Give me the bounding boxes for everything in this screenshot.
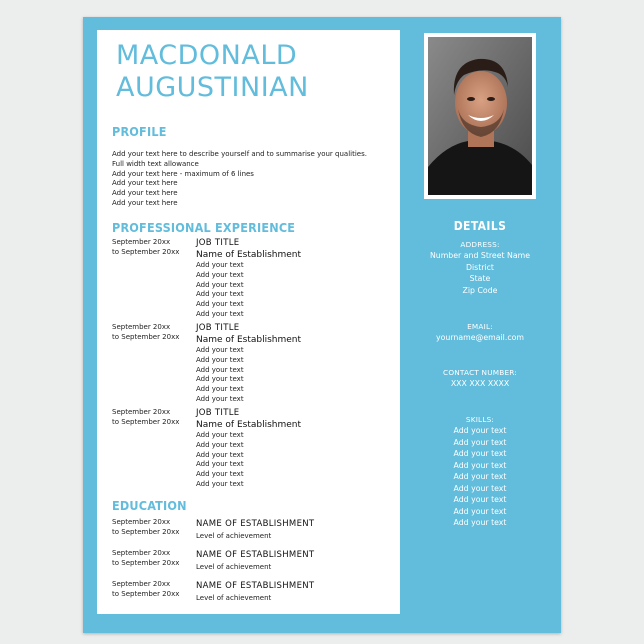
profile-photo [428,37,532,195]
email-block [420,321,540,344]
job-description [196,261,301,320]
education-details [196,580,314,604]
contact-label: CONTACT NUMBER: [443,368,517,377]
date-from: September 20xx [112,408,171,416]
education-details [196,518,314,542]
contact-block [420,367,540,390]
profile-heading: PROFILE [112,124,167,139]
profile-line: Add your text here - maximum of 6 lines [112,169,254,178]
profile-text [112,150,382,209]
establishment-name: NAME OF ESTABLISHMENT [196,519,315,529]
job-details [196,408,301,490]
profile-line: Full width text allowance [112,159,199,168]
date-to: to September 20xx [112,527,180,536]
address-line: Zip Code [462,285,498,295]
date-from: September 20xx [112,518,171,526]
job-description [196,346,301,405]
skill-item: Add your text [453,426,507,436]
date-from: September 20xx [112,238,171,246]
job-line: Add your text [196,261,244,269]
job-line: Add your text [196,270,244,279]
education-dates [112,549,179,569]
establishment-name: Name of Establishment [196,250,302,260]
job-dates [112,408,179,428]
job-title: JOB TITLE [196,323,240,333]
job-line: Add your text [196,355,244,364]
job-line: Add your text [196,280,244,289]
establishment-name: NAME OF ESTABLISHMENT [196,550,315,560]
address-line: State [469,274,491,284]
skill-item: Add your text [453,460,507,470]
address-label: ADDRESS: [460,240,500,249]
education-dates [112,518,179,538]
job-dates [112,323,179,343]
skill-item: Add your text [453,483,507,493]
date-to: to September 20xx [112,558,180,567]
skill-item: Add your text [453,495,507,505]
skill-item: Add your text [453,506,507,516]
last-name: AUGUSTINIAN [116,72,309,103]
achievement-level: Level of achievement [196,563,272,571]
profile-photo-frame [424,33,536,199]
portrait-image [428,37,532,195]
date-from: September 20xx [112,323,171,331]
establishment-name: Name of Establishment [196,335,302,345]
job-title: JOB TITLE [196,408,240,418]
job-line: Add your text [196,394,244,403]
date-from: September 20xx [112,580,171,588]
job-details [196,323,301,405]
contact-value: XXX XXX XXXX [450,379,510,389]
job-line: Add your text [196,431,244,439]
education-dates [112,580,179,600]
profile-line: Add your text here to describe yourself and to summarise your qualities. [112,150,367,158]
job-details [196,238,301,320]
profile-line: Add your text here [112,179,178,188]
achievement-level: Level of achievement [196,532,272,540]
job-line: Add your text [196,440,244,449]
first-name: MACDONALD [116,40,298,71]
details-heading: DETAILS [453,219,507,233]
skills-block [420,414,540,529]
experience-heading: PROFESSIONAL EXPERIENCE [112,220,296,235]
job-line: Add your text [196,300,244,309]
job-line: Add your text [196,375,244,384]
job-line: Add your text [196,365,244,374]
date-from: September 20xx [112,549,171,557]
email-value: yourname@email.com [436,333,524,343]
candidate-name [116,40,309,104]
job-line: Add your text [196,450,244,459]
date-to: to September 20xx [112,589,180,598]
address-block [420,239,540,296]
profile-line: Add your text here [112,189,178,198]
job-title: JOB TITLE [196,238,240,248]
skill-item: Add your text [453,437,507,447]
profile-line: Add your text here [112,198,178,207]
email-label: EMAIL: [467,322,493,331]
date-to: to September 20xx [112,247,180,256]
job-line: Add your text [196,346,244,354]
address-line: District [465,262,494,272]
skill-item: Add your text [453,449,507,459]
job-line: Add your text [196,309,244,318]
date-to: to September 20xx [112,332,180,341]
date-to: to September 20xx [112,417,180,426]
establishment-name: Name of Establishment [196,420,302,430]
job-line: Add your text [196,290,244,299]
achievement-level: Level of achievement [196,594,272,602]
address-line: Number and Street Name [429,251,531,261]
education-heading: EDUCATION [112,498,187,513]
skill-item: Add your text [453,518,507,528]
education-details [196,549,314,573]
establishment-name: NAME OF ESTABLISHMENT [196,581,315,591]
skills-label: SKILLS: [465,415,495,424]
job-line: Add your text [196,385,244,394]
job-line: Add your text [196,460,244,469]
job-description [196,431,301,490]
job-dates [112,238,179,258]
skill-item: Add your text [453,472,507,482]
job-line: Add your text [196,479,244,488]
job-line: Add your text [196,470,244,479]
